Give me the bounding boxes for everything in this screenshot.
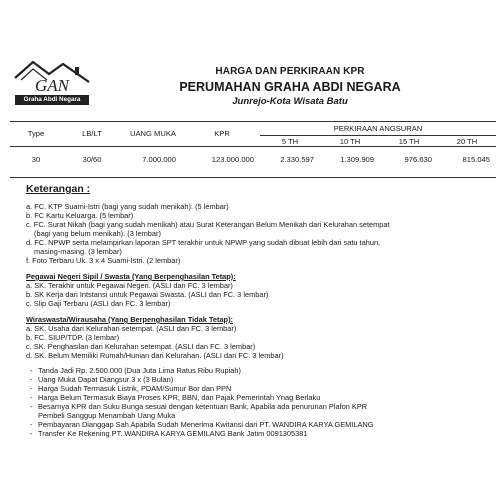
keterangan-title: Keterangan :	[26, 183, 91, 195]
col-header-uang-muka: UANG MUKA	[130, 129, 176, 138]
list-item: c. Slip Gaji Terbaru (ASLI dan FC. 3 lembar)	[26, 299, 171, 308]
col-header-10th: 10 TH	[339, 137, 361, 146]
cell-angsuran-20th: 815.045	[462, 155, 490, 164]
logo-letters: GAN	[35, 76, 69, 92]
cell-lblt: 30/60	[82, 155, 102, 164]
bullet-dash: -	[30, 375, 33, 384]
list-item: Transfer Ke Rekening PT. WANDIRA KARYA GEMILANG Bank Jatim 0091305381	[38, 429, 308, 438]
cell-uang-muka: 7.000.000	[142, 155, 176, 164]
bullet-dash: -	[30, 366, 33, 375]
col-header-20th: 20 TH	[456, 137, 478, 146]
bullet-dash: -	[30, 420, 33, 429]
list-item: a. SK. Terakhir untuk Pegawai Negeri. (ASLI dan FC. 3 lembar)	[26, 281, 233, 290]
cell-type: 30	[31, 155, 41, 164]
cell-angsuran-10th: 1.309.909	[340, 155, 374, 164]
list-item: Harga Sudah Termasuk Listrik, PDAM/Sumur Bor dan PPN	[38, 384, 232, 393]
doc-subtitle: Junrejo-Kota Wisata Batu	[232, 96, 348, 107]
company-logo	[13, 58, 91, 106]
list-item: Tanda Jadi Rp. 2.500.000 (Dua Juta Lima Ratus Ribu Rupiah)	[38, 366, 241, 375]
list-item: Harga Belum Termasuk Biaya Proses KPR, BBN, dan Pajak Pemerintah Ynag Berlaku	[38, 393, 321, 402]
cell-kpr: 123.000.000	[211, 155, 254, 164]
wiraswasta-section-title: Wiraswasta/Wirausaha (Yang Berpenghasilan Tidak Tetap):	[26, 315, 233, 324]
list-item: d. FC. NPWP serta melampirkan laporan SPT terakhir untuk NPWP yang sudah dibuat lebih dari satu tahun,	[26, 238, 381, 247]
list-item: c. SK. Penghasilan dari Kelurahan setempat. (ASLI dan FC. 3 lembar)	[26, 342, 256, 351]
house-roof-logo-icon	[13, 58, 91, 92]
col-header-lblt: LB/LT	[82, 129, 102, 138]
list-item: masing-masing. (3 lembar)	[34, 247, 122, 256]
list-item: Uang Muka Dapat Diangsur 3 x (3 Bulan)	[38, 375, 174, 384]
list-item: Pembayaran Dianggap Sah Apabila Sudah Menerima Kwitansi dari PT. WANDIRA KARYA GEMILANG	[38, 420, 374, 429]
list-item: a. FC. KTP Suami-Istri (bagi yang sudah menikah). (5 lembar)	[26, 202, 229, 211]
logo-caption: Graha Abdi Negara	[15, 95, 89, 105]
bullet-dash: -	[30, 402, 33, 411]
bullet-dash: -	[30, 393, 33, 402]
col-header-15th: 15 TH	[398, 137, 420, 146]
col-header-type: Type	[27, 129, 45, 138]
list-item: Pembeli Sanggup Menambah Uang Muka	[38, 411, 176, 420]
list-item: f. Foto Terbaru Uk. 3 x 4 Suami-Istri. (2 lembar)	[26, 256, 181, 265]
col-header-kpr: KPR	[214, 129, 230, 138]
col-header-perkiraan-angsuran: PERKIRAAN ANGSURAN	[333, 124, 423, 133]
list-item: d. SK. Belum Memiliki Rumah/Hunian dari Kelurahan. (ASLI dan FC. 3 lembar)	[26, 351, 284, 360]
cell-angsuran-5th: 2.330.597	[280, 155, 314, 164]
list-item: a. SK. Usaha dari Kelurahan setempat. (ASLI dan FC. 3 lembar)	[26, 324, 237, 333]
list-item: Besarnya KPR dan Suku Bunga sesuai dengan ketentuan Bank, Apabila ada penurunan Plafon KPR	[38, 402, 368, 411]
price-table	[10, 121, 496, 178]
bullet-dash: -	[30, 384, 33, 393]
cell-angsuran-15th: 976.630	[404, 155, 432, 164]
table-border-bottom	[10, 177, 496, 178]
table-border-top	[10, 121, 496, 122]
list-item: b. FC Kartu Keluarga. (5 lembar)	[26, 211, 134, 220]
table-header-bottom	[10, 146, 496, 147]
list-item: c. FC. Surat Nikah (bagi yang sudah menikah) atau Surat Keterangan Belum Menikah dari Kelurahan setempat	[26, 220, 390, 229]
table-subheader-line	[260, 135, 496, 136]
list-item: b. SK Kerja dari Intstansi untuk Pegawai Swasta. (ASLI dan FC. 3 lembar)	[26, 290, 269, 299]
pegawai-section-title: Pegawai Negeri Sipil / Swasta (Yang Berpenghasilan Tetap):	[26, 272, 236, 281]
list-item: (bagi yang belum menikah). (3 lembar)	[34, 229, 161, 238]
bullet-dash: -	[30, 429, 33, 438]
doc-title: PERUMAHAN GRAHA ABDI NEGARA	[179, 80, 401, 94]
col-header-5th: 5 TH	[281, 137, 299, 146]
list-item: b. FC. SIUP/TDP. (3 lembar)	[26, 333, 120, 342]
doc-heading: HARGA DAN PERKIRAAN KPR	[215, 66, 365, 77]
